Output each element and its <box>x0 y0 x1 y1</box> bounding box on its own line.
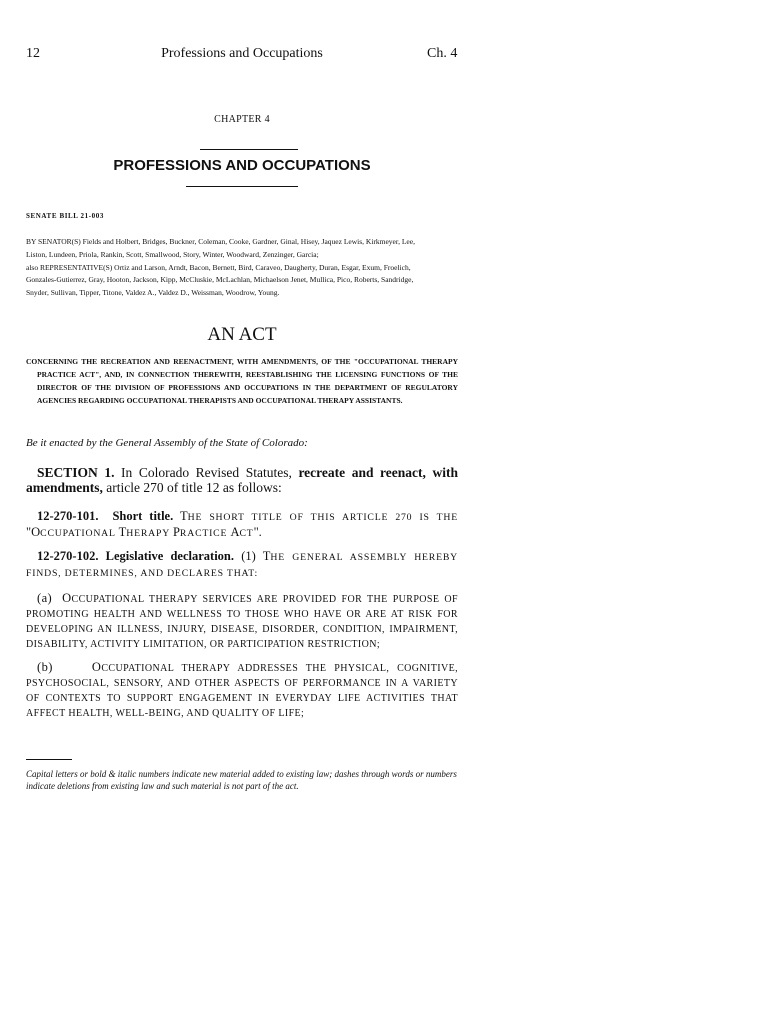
section-1-bold-text: recreate and reenact, with amendments, <box>26 465 458 495</box>
paragraph-b-text: CCUPATIONAL THERAPY ADDRESSES THE PHYSICAL, COGNITIVE, PSYCHOSOCIAL, SENSORY, AND OTHER ASPECTS OF PERFORMANCE IN A VARIETY OF CONTEXTS TO SUPPORT ENGAGEMENT IN EVERYDAY LIFE ACTIVITIES THAT AFFECT HEALTH, WELL-BEING, AND QUALITY OF LIFE; <box>26 663 458 719</box>
act-heading: AN ACT <box>207 324 277 345</box>
section-101-heading: Short title. <box>112 509 174 523</box>
section-101-word: CCUPATIONAL <box>40 528 119 539</box>
section-101-paragraph <box>26 509 458 541</box>
running-title: Professions and Occupations <box>161 46 323 61</box>
paragraph-b-label: (b) <box>37 660 53 674</box>
sponsor-line: Liston, Lundeen, Priola, Rankin, Scott, Smallwood, Story, Winter, Woodward, Zenzinger, Garcia; <box>26 249 319 259</box>
section-101-cap: P <box>172 525 180 539</box>
enacting-clause: Be it enacted by the General Assembly of the State of Colorado: <box>26 437 308 449</box>
section-101-word: CT <box>239 528 254 539</box>
paragraph-b-initial: O <box>91 660 102 674</box>
sponsor-line: Snyder, Sullivan, Tipper, Titone, Valdez A., Valdez D., Weissman, Woodrow, Young. <box>26 288 280 298</box>
section-101-word: RACTICE <box>179 528 231 539</box>
section-101-cap: T <box>118 525 127 539</box>
section-102-text: HE GENERAL ASSEMBLY HEREBY FINDS, DETERMINES, AND DECLARES THAT: <box>26 552 458 579</box>
paragraph-a-initial: O <box>62 591 72 605</box>
paragraph-a-label: (a) <box>37 591 53 605</box>
chapter-label: CHAPTER 4 <box>214 114 270 125</box>
section-102-subsection: (1) <box>241 549 256 563</box>
paragraph-b <box>26 660 458 721</box>
paragraph-a <box>26 591 458 652</box>
section-101-number: 12-270-101. <box>37 509 99 523</box>
bill-number: SENATE BILL 21-003 <box>26 212 104 220</box>
section-102-heading: Legislative declaration. <box>105 549 235 563</box>
paragraph-a-text: CCUPATIONAL THERAPY SERVICES ARE PROVIDED FOR THE PURPOSE OF PROMOTING HEALTH AND WELLNESS TO THOSE WHO HAVE OR ARE AT RISK FOR DEVELOPING AN ILLNESS, INJURY, DISEASE, DISORDER, CONDITION, IMPAIRMENT, DISABILITY, ACTIVITY LIMITATION, OR PARTICIPATION RESTRICTION; <box>26 594 458 650</box>
section-1-label: SECTION 1. <box>37 465 115 480</box>
footnote-rule <box>26 759 72 760</box>
section-101-text: HE SHORT TITLE OF THIS ARTICLE 270 IS THE <box>187 512 458 523</box>
section-101-word: HERAPY <box>126 528 173 539</box>
section-1-text-end: article 270 of title 12 as follows: <box>102 479 282 495</box>
chapter-title: PROFESSIONS AND OCCUPATIONS <box>113 157 371 174</box>
section-101-quote-open: "O <box>26 525 41 539</box>
section-101-cap: A <box>230 525 240 539</box>
sponsor-line: also REPRESENTATIVE(S) Ortiz and Larson, Arndt, Bacon, Bernett, Bird, Caraveo, Daugherty, Duran, Esgar, Exum, Froelich, <box>26 262 411 272</box>
page-number: 12 <box>26 46 40 61</box>
footnote: Capital letters or bold & italic numbers indicate new material added to existing law; dashes through words or numbers indicate deletions from existing law and such material is not part of the act. <box>26 769 457 791</box>
section-102-initial: T <box>262 549 271 563</box>
sponsor-list <box>26 236 458 300</box>
sponsor-line: BY SENATOR(S) Fields and Holbert, Bridges, Buckner, Coleman, Cooke, Gardner, Ginal, Hisey, Jaquez Lewis, Kirkmeyer, Lee, <box>26 237 415 246</box>
section-1-paragraph <box>26 466 458 495</box>
chapter-rule-bottom <box>186 186 298 187</box>
chapter-rule-top <box>200 149 298 150</box>
section-102-paragraph <box>26 549 458 581</box>
sponsor-line: Gonzales-Gutierrez, Gray, Hooton, Jackson, Kipp, McCluskie, McLachlan, Michaelson Jenet, Mullica, Pico, Roberts, Sandridge, <box>26 275 414 285</box>
chapter-reference: Ch. 4 <box>427 46 458 61</box>
section-101-initial: T <box>180 509 188 523</box>
act-concerning-clause: CONCERNING THE RECREATION AND REENACTMENT, WITH AMENDMENTS, OF THE "OCCUPATIONAL THERAPY PRACTICE ACT", AND, IN CONNECTION THEREWITH, REESTABLISHING THE LICENSING FUNCTIONS OF THE DIRECTOR OF THE DIVISION OF PROFESSIONS AND OCCUPATIONS IN THE DEPARTMENT OF REGULATORY AGENCIES REGARDING OCCUPATIONAL THERAPISTS AND OCCUPATIONAL THERAPY ASSISTANTS. <box>26 357 458 405</box>
section-101-quote-close: ". <box>253 525 262 539</box>
section-102-number: 12-270-102. <box>37 549 99 563</box>
section-1-text: In Colorado Revised Statutes, <box>114 465 299 480</box>
